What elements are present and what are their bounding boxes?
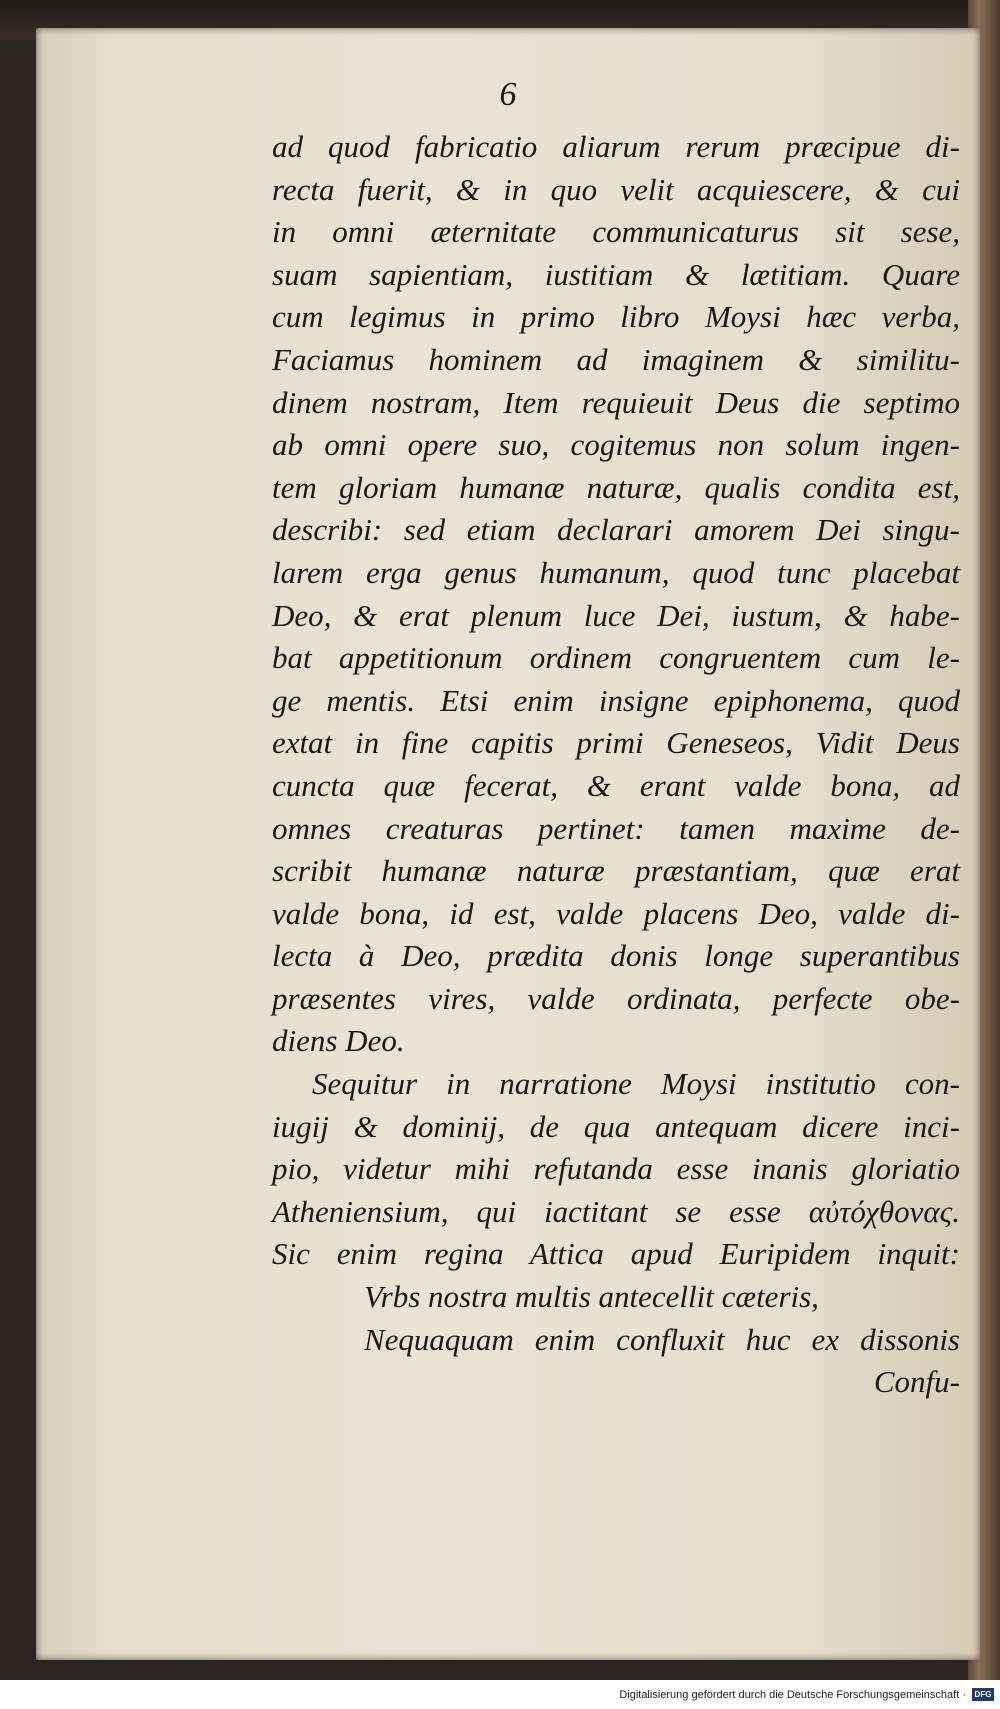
text-line: præsentes vires, valde ordinata, perfecte obe-: [272, 980, 960, 1016]
text-line: bat appetitionum ordinem congruentem cum le-: [272, 640, 960, 676]
text-line: Sequitur in narratione Moysi institutio con-: [312, 1066, 960, 1102]
text-line: describi: sed etiam declarari amorem Dei singu-: [272, 512, 960, 548]
text-line: Faciamus hominem ad imaginem & similitu-: [272, 341, 960, 377]
text-line: ad quod fabricatio aliarum rerum præcipue di-: [272, 129, 960, 164]
text-line: cum legimus in primo libro Moysi hæc verba,: [272, 299, 960, 335]
text-line: larem erga genus humanum, quod tunc placebat: [272, 554, 960, 590]
catchword: Confu-: [873, 1364, 960, 1400]
page-number: 6: [499, 76, 517, 113]
book-page: [36, 28, 980, 1660]
verse-line: Nequaquam enim confluxit huc ex dissonis: [364, 1321, 960, 1357]
text-line: scribit humanæ naturæ præstantiam, quæ erat: [272, 853, 960, 889]
funding-credit: Digitalisierung gefördert durch die Deutsche Forschungsgemeinschaft ·: [619, 1689, 966, 1701]
text-line: tem gloriam humanæ naturæ, qualis condita est,: [272, 469, 960, 505]
text-line: dinem nostram, Item requieuit Deus die septimo: [272, 384, 960, 420]
text-line: valde bona, id est, valde placens Deo, valde di-: [272, 895, 960, 931]
text-line: in omni æternitate communicaturus sit sese,: [272, 214, 960, 250]
text-line: pio, videtur mihi refutanda esse inanis gloriatio: [272, 1151, 960, 1187]
dfg-logo: DFG: [972, 1688, 994, 1701]
text-line: ab omni opere suo, cogitemus non solum ingen-: [272, 427, 960, 463]
text-line: iugij & dominij, de qua antequam dicere inci-: [272, 1108, 960, 1144]
text-line: Atheniensium, qui iactitant se esse αὐτόχθονας.: [272, 1193, 960, 1229]
verse-line: Vrbs nostra multis antecellit cæteris,: [364, 1279, 819, 1315]
text-line: ge mentis. Etsi enim insigne epiphonema, quod: [272, 682, 960, 718]
text-line: extat in fine capitis primi Geneseos, Vidit Deus: [272, 725, 960, 761]
text-line: Sic enim regina Attica apud Euripidem inquit:: [272, 1236, 960, 1272]
text-line: cuncta quæ fecerat, & erant valde bona, ad: [272, 767, 960, 803]
body-text: [272, 126, 960, 1404]
text-line: omnes creaturas pertinet: tamen maxime de-: [272, 810, 960, 846]
text-line: diens Deo.: [272, 1023, 405, 1059]
text-line: lecta à Deo, prædita donis longe superantibus: [272, 938, 960, 974]
text-line: recta fuerit, & in quo velit acquiescere, & cui: [272, 171, 960, 207]
text-line: Deo, & erat plenum luce Dei, iustum, & habe-: [272, 597, 960, 633]
text-line: suam sapientiam, iustitiam & lætitiam. Quare: [272, 256, 960, 292]
